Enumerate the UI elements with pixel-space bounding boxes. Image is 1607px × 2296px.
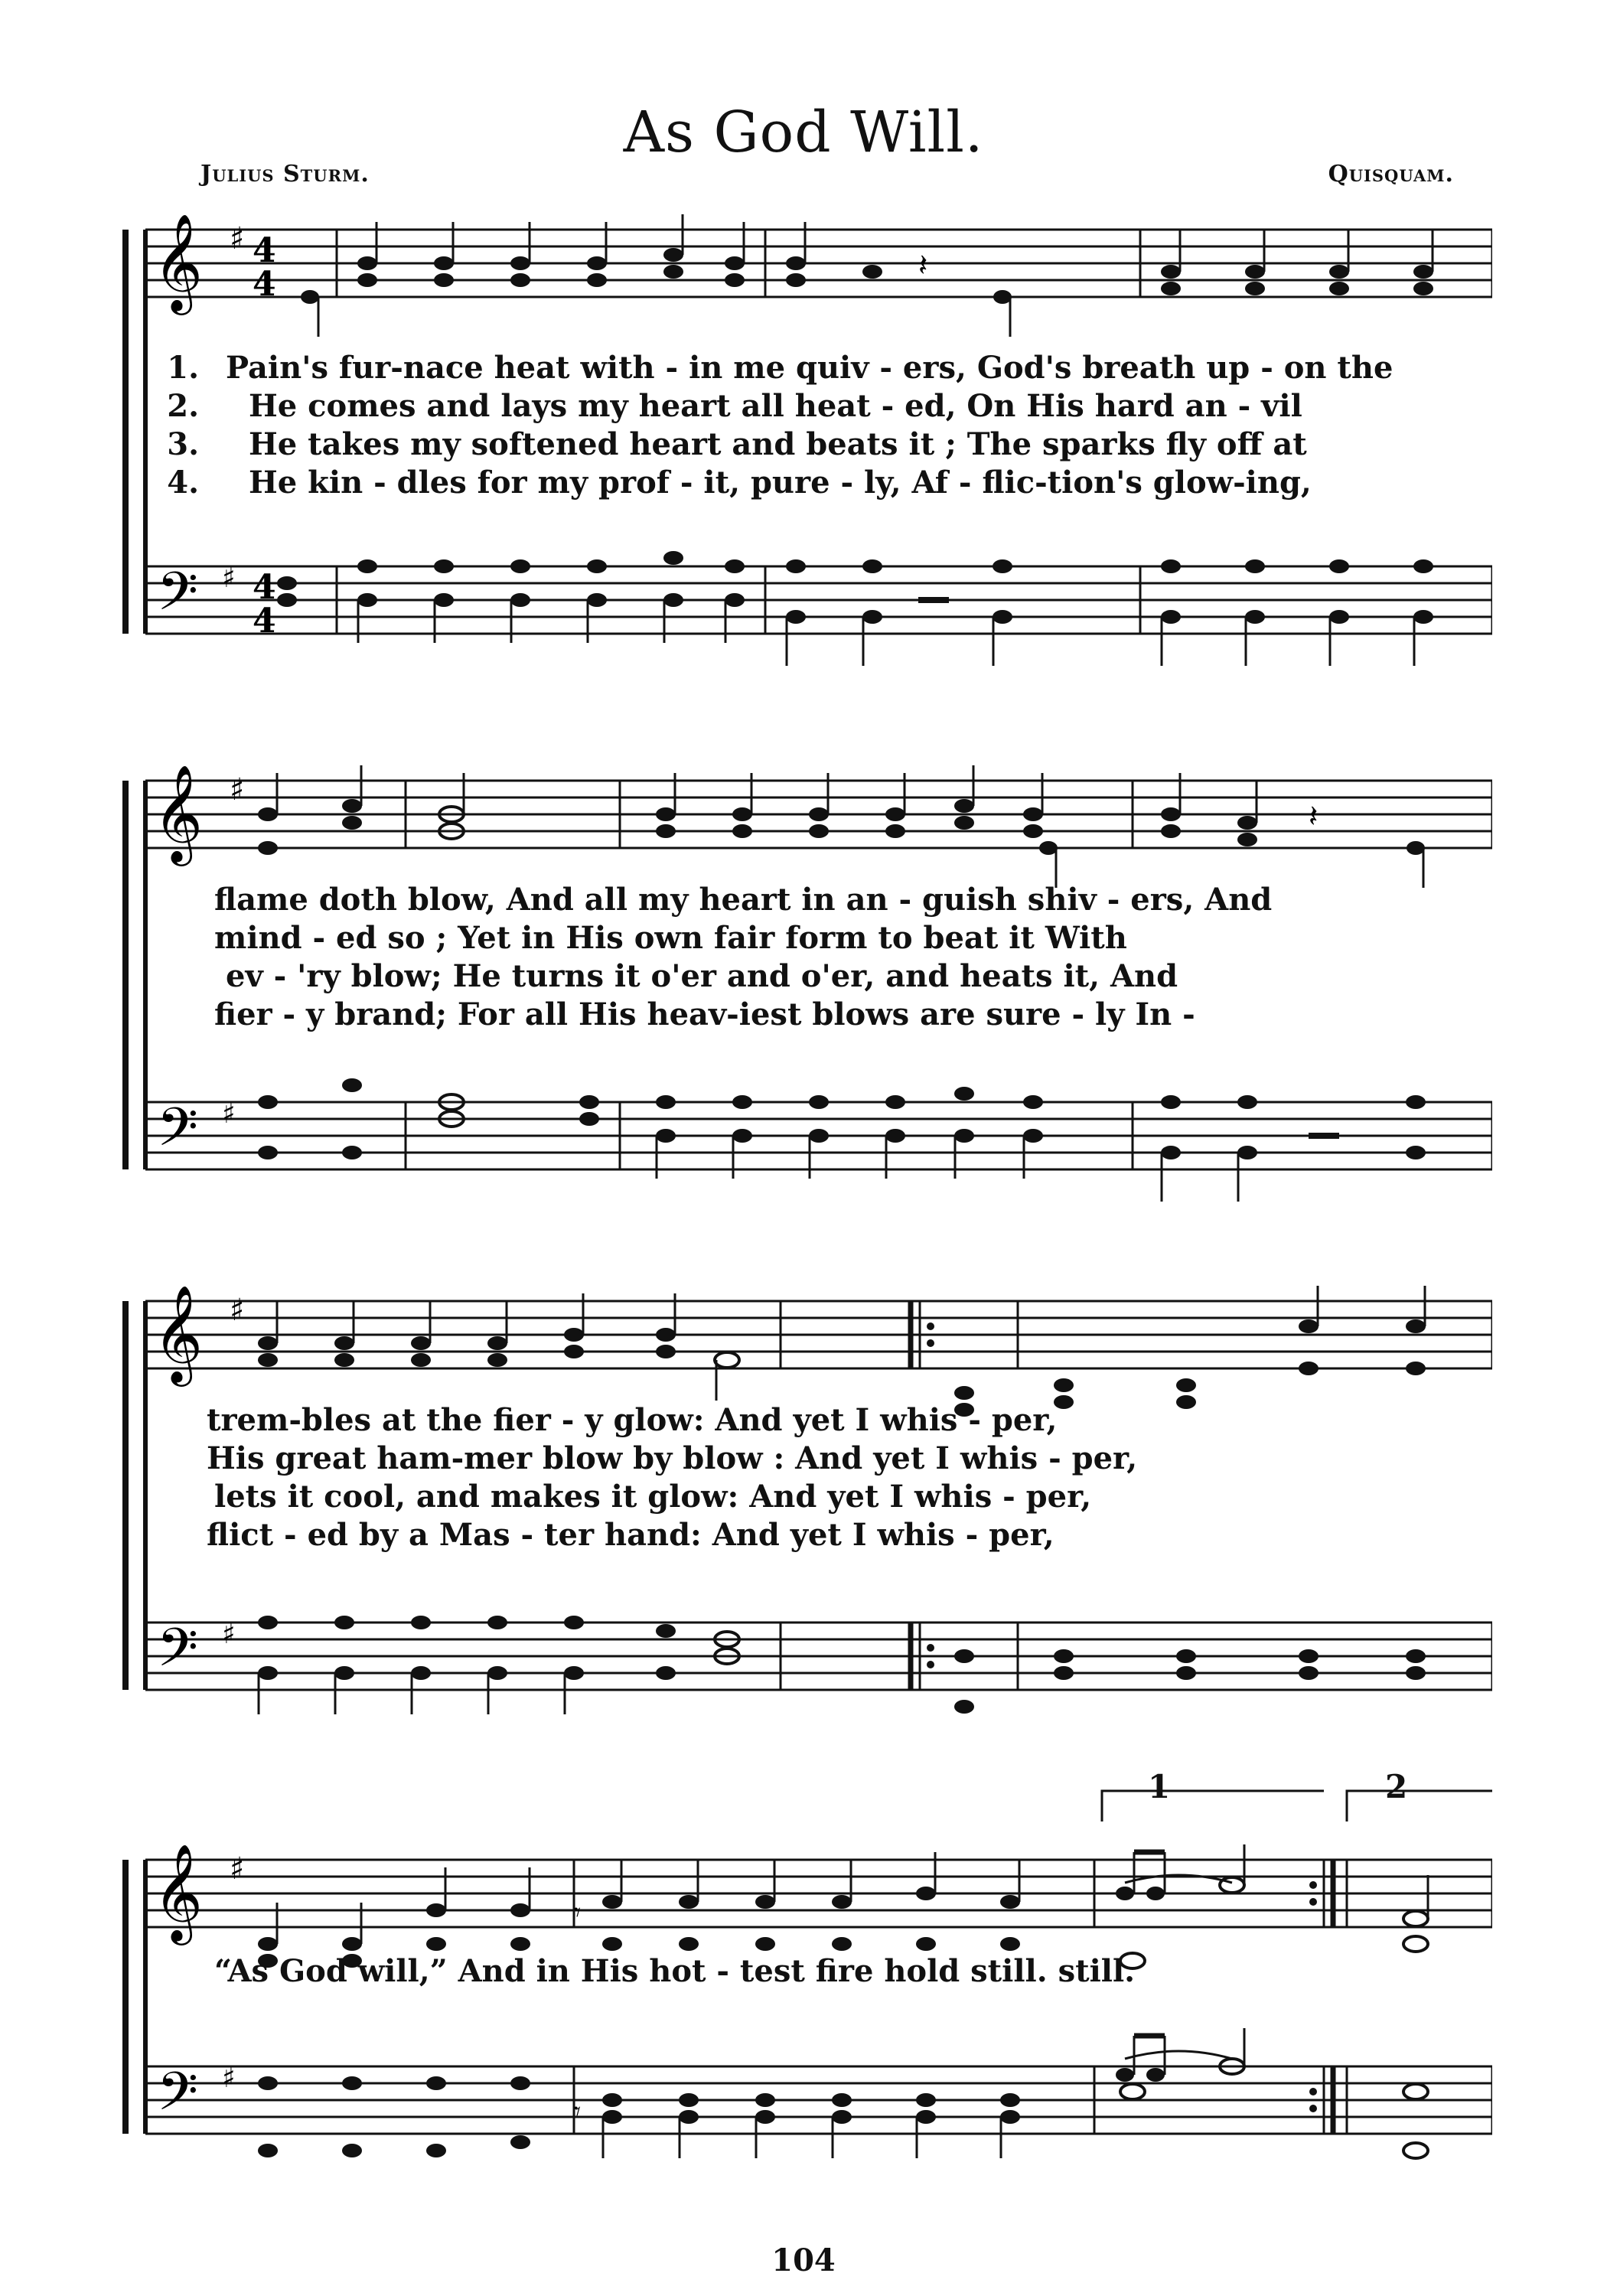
lyric-line: 2. He comes and lays my heart all heat - ed, On His hard an - vil [167,388,1302,424]
lyric-line: flict - ed by a Mas - ter hand: And yet I whis - per, [207,1517,1054,1553]
svg-text:♯: ♯ [230,1851,245,1887]
lyric-line: ev - 'ry blow; He turns it o'er and o'er, and heats it, And [226,958,1178,994]
svg-text:𝄾: 𝄾 [574,2096,582,2127]
lyric-line: 3. He takes my softened heart and beats it ; The sparks fly off at [167,426,1307,462]
svg-text:𝄽: 𝄽 [918,248,928,283]
svg-text:𝄞: 𝄞 [153,1843,204,1941]
staff-notation-4 [115,1768,1492,2227]
svg-text:𝄞: 𝄞 [153,765,204,862]
lyric-line: flame doth blow, And all my heart in an - guish shiv - ers, And [214,882,1273,918]
svg-text:𝄢: 𝄢 [157,2060,199,2135]
lyric-line: fier - y brand; For all His heav-iest blows are sure - ly In - [214,996,1195,1032]
svg-text:♯: ♯ [222,1098,236,1130]
svg-text:♯: ♯ [230,1293,245,1328]
lyric-line: “As God will,” And in His hot - test fire hold still. still. [214,1953,1136,1989]
svg-text:♯: ♯ [222,563,236,594]
music-system-4 [115,1768,1492,2227]
svg-text:𝄞: 𝄞 [153,1286,204,1382]
tune-name: Quisquam. [1328,161,1454,188]
svg-text:♯: ♯ [230,221,245,256]
music-system-1 [115,214,1492,689]
svg-text:𝄢: 𝄢 [157,560,199,635]
svg-text:4: 4 [253,602,276,641]
svg-text:♯: ♯ [222,2063,236,2094]
svg-text:4: 4 [253,231,276,270]
lyric-line: His great ham-mer blow by blow : And yet I whis - per, [207,1440,1138,1476]
lyric-line: mind - ed so ; Yet in His own fair form to beat it With [214,920,1127,956]
svg-text:4: 4 [253,568,276,607]
svg-text:𝄾: 𝄾 [574,1897,582,1928]
music-system-2 [115,765,1492,1225]
music-system-3 [115,1286,1492,1745]
svg-text:𝄽: 𝄽 [1309,799,1319,834]
svg-text:♯: ♯ [230,772,245,807]
svg-text:𝄢: 𝄢 [157,1096,199,1171]
lyric-line: trem-bles at the fier - y glow: And yet I whis - per, [207,1402,1058,1438]
page-number: 104 [771,2242,836,2278]
lyric-line: 1. Pain's fur-nace heat with - in me quiv - ers, God's breath up - on the [167,350,1393,386]
first-ending-label: 1 [1148,1768,1171,1805]
author-credit: Julius Sturm. [200,161,370,188]
lyric-line: 4. He kin - dles for my prof - it, pure - ly, Af - flic-tion's glow-ing, [167,465,1312,501]
svg-text:𝄞: 𝄞 [153,214,204,311]
lyric-line: lets it cool, and makes it glow: And yet I whis - per, [214,1479,1092,1515]
svg-text:♯: ♯ [222,1619,236,1650]
svg-text:𝄢: 𝄢 [157,1616,199,1691]
svg-text:4: 4 [253,265,276,304]
hymn-title: As God Will. [623,99,984,165]
second-ending-label: 2 [1385,1768,1408,1805]
